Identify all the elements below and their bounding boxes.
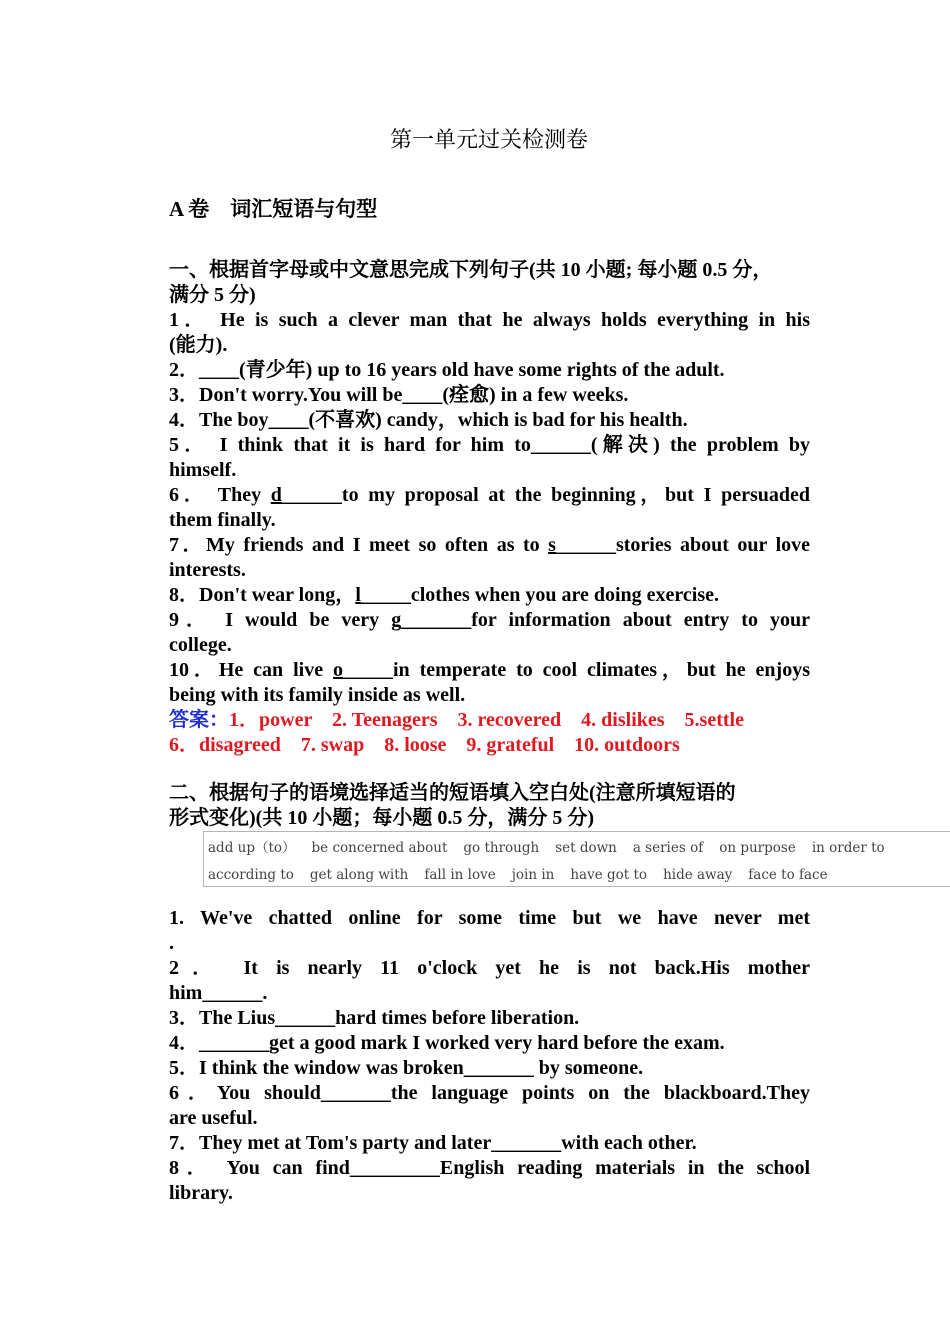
part2-q8-line1: 8． You can find_________English reading materials in the school xyxy=(169,1157,811,1179)
phrase: hide away xyxy=(663,867,733,883)
part2-q2-line1: 2． It is nearly 11 o'clock yet he is not back.His mother xyxy=(169,957,810,979)
part1-q6-line1: 6． They d______to my proposal at the beginning，but I persuaded xyxy=(169,484,811,506)
part1-q5-line2: himself. xyxy=(169,459,237,481)
part1-q10-line1: 10．He can live o_____in temperate to cool climates，but he enjoys xyxy=(169,659,810,681)
part1-answers-line2: 6．disagreed 7. swap 8. loose 9. grateful 10. outdoors xyxy=(169,734,680,756)
part1-q1-line1: 1． He is such a clever man that he always holds everything in his xyxy=(169,309,811,331)
part1-answers-line1: 答案：1．power 2. Teenagers 3. recovered 4. dislikes 5.settle xyxy=(169,709,744,731)
phrase: be concerned about xyxy=(311,840,448,856)
phrase-row-1 xyxy=(208,836,901,856)
part2-heading-line1: 二、根据句子的语境选择适当的短语填入空白处(注意所填短语的 xyxy=(169,782,736,804)
phrase: have got to xyxy=(570,867,648,883)
part1-q9-line2: college. xyxy=(169,634,232,656)
part2-heading-line2: 形式变化)(共 10 小题；每小题 0.5 分，满分 5 分) xyxy=(169,807,594,829)
phrase-row-2 xyxy=(208,867,844,883)
part2-q8-line2: library. xyxy=(169,1182,233,1204)
part1-q4: 4．The boy____(不喜欢) candy，which is bad for his health. xyxy=(169,409,688,431)
phrase: get along with xyxy=(309,867,409,883)
part1-q8: 8．Don't wear long，l_____clothes when you are doing exercise. xyxy=(169,584,719,606)
part2-q1-line2: . xyxy=(169,932,174,954)
phrase: according to xyxy=(208,867,294,883)
phrase: in order to xyxy=(811,840,885,856)
part2-q3: 3．The Lius______hard times before liberation. xyxy=(169,1007,580,1029)
phrase: go through xyxy=(463,840,540,856)
part2-q7: 7．They met at Tom's party and later_______with each other. xyxy=(169,1132,697,1154)
phrase: join in xyxy=(511,867,555,883)
part2-q6-line1: 6．You should_______the language points on the blackboard.They xyxy=(169,1082,810,1104)
part2-heading xyxy=(169,781,810,831)
phrase-bank xyxy=(203,831,950,887)
phrase: set down xyxy=(555,840,617,856)
document-title: 第一单元过关检测卷 xyxy=(389,127,588,152)
phrase: fall in love xyxy=(424,867,496,883)
part2-q1-line1: 1. We've chatted online for some time but we have never met xyxy=(169,907,810,929)
phrase: a series of xyxy=(632,840,704,856)
part1-q1-line2: (能力). xyxy=(169,334,228,356)
part1-q6-line2: them finally. xyxy=(169,509,276,531)
part2-q2-line2: him______. xyxy=(169,982,268,1004)
phrase: face to face xyxy=(748,867,828,883)
part1-q10-line2: being with its family inside as well. xyxy=(169,684,466,706)
part2-q5: 5．I think the window was broken_______ by someone. xyxy=(169,1057,644,1079)
part2-q6-line2: are useful. xyxy=(169,1107,258,1129)
part1 xyxy=(169,258,810,758)
phrase: add up（to） xyxy=(208,840,296,856)
part1-q9-line1: 9． I would be very g_______for information about entry to your xyxy=(169,609,811,631)
section-a-heading: A 卷 词汇短语与句型 xyxy=(169,197,378,221)
answer-label: 答案： xyxy=(169,709,229,731)
part1-q7-line2: interests. xyxy=(169,559,246,581)
part1-heading-line2: 满分 5 分) xyxy=(169,284,256,306)
phrase: on purpose xyxy=(719,840,796,856)
part2-items xyxy=(169,906,810,1206)
part2-q4: 4．_______get a good mark I worked very hard before the exam. xyxy=(169,1032,725,1054)
part1-q2: 2．____(青少年) up to 16 years old have some rights of the adult. xyxy=(169,359,725,381)
part1-q7-line1: 7．My friends and I meet so often as to s______stories about our love xyxy=(169,534,811,556)
part1-q5-line1: 5． I think that it is hard for him to______(解决) the problem by xyxy=(169,434,811,456)
part1-q3: 3．Don't worry.You will be____(痊愈) in a few weeks. xyxy=(169,384,629,406)
part1-heading-line1: 一、根据首字母或中文意思完成下列句子(共 10 小题; 每小题 0.5 分， xyxy=(169,259,773,281)
